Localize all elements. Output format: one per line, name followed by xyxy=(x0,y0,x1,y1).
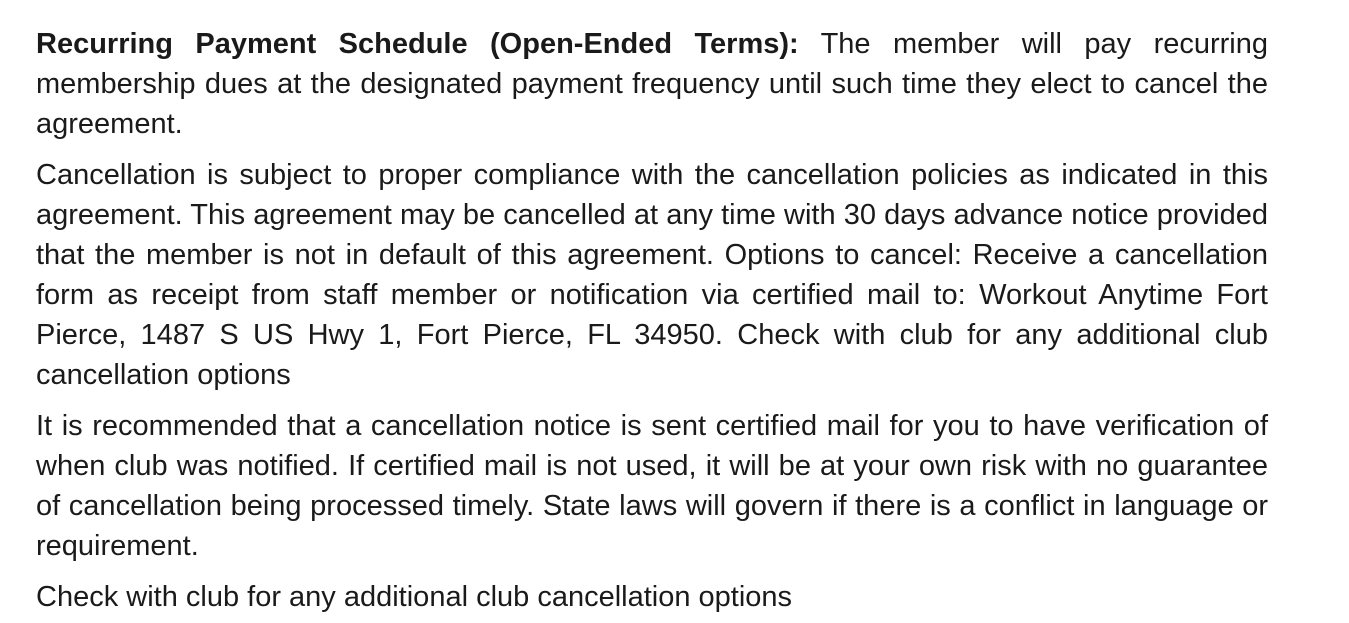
recurring-payment-text: The member will pay recurring membership dues at the designated payment frequency until such time they elect to cancel the agreement. xyxy=(36,28,1269,140)
cancellation-paragraph: Cancellation is subject to proper compliance with the cancellation policies as indicated in this agreement. This agreement may be cancelled at any time with 30 days advance notice provided that the member is not in default of this agreement. Options to cancel: Receive a cancellation form as receipt from staff member or notification via certified mail to: Workout Anytime Fort Pierce, 1487 S US Hwy 1, Fort Pierce, FL 34950. Check with club for any additional club cancellation options xyxy=(36,159,1268,391)
closing-line: Check with club for any additional club cancellation options xyxy=(36,581,793,613)
recurring-payment-paragraph xyxy=(36,24,1268,144)
recommendation-paragraph: It is recommended that a cancellation notice is sent certified mail for you to have verification of when club was notified. If certified mail is not used, it will be at your own risk with no guarantee of cancellation being processed timely. State laws will govern if there is a conflict in language or requirement. xyxy=(36,410,1268,562)
recurring-payment-heading: Recurring Payment Schedule (Open-Ended Terms): xyxy=(36,28,799,60)
document-body xyxy=(36,24,1268,617)
